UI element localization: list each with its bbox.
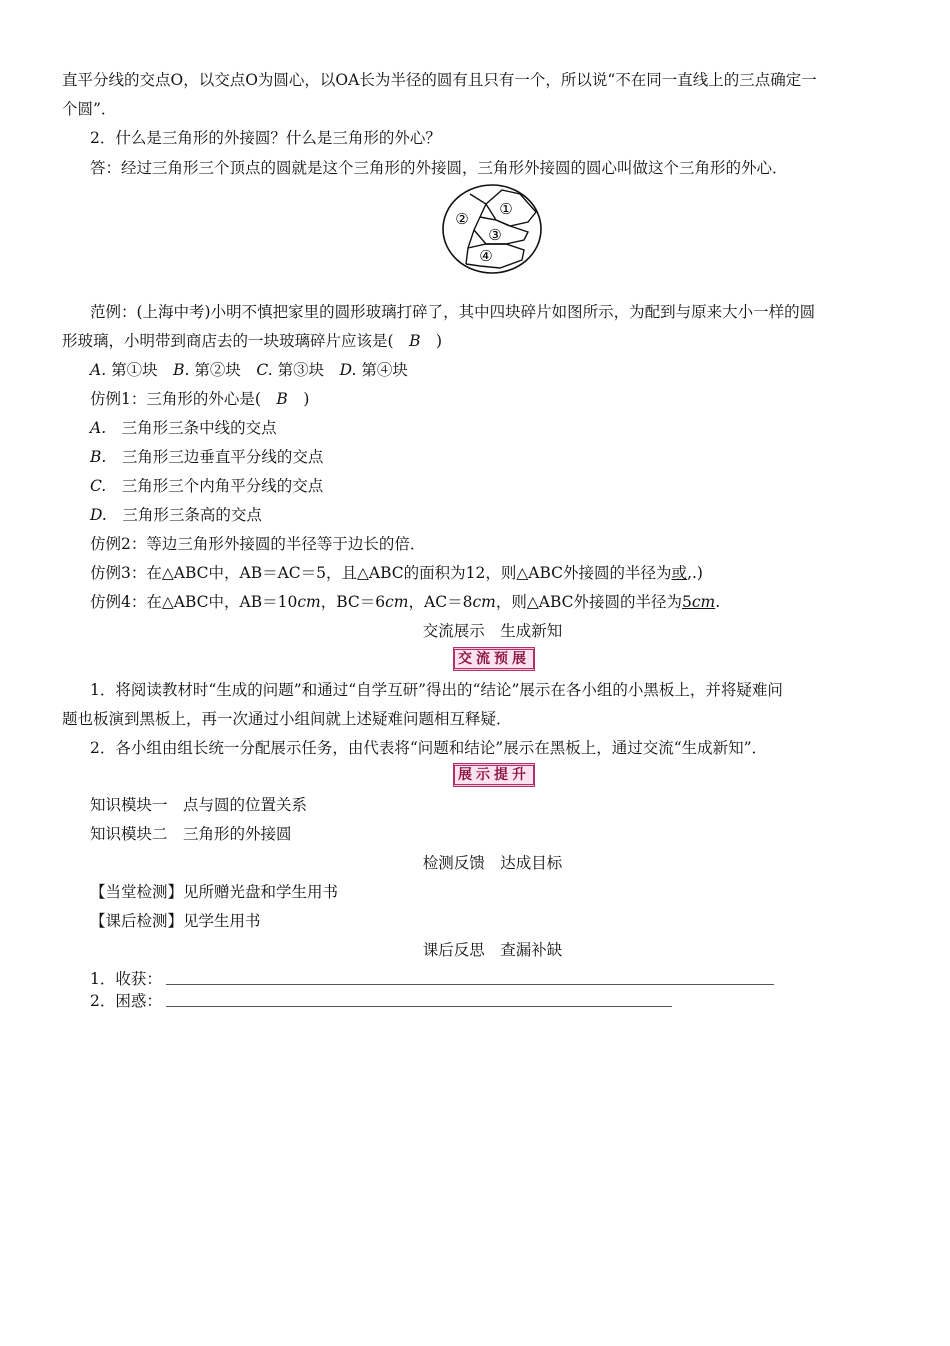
- label-piece-4: ④: [479, 247, 493, 265]
- gain-label: 1．收获：: [90, 970, 162, 988]
- intro-line-1: 直平分线的交点O，以交点O为圆心，以OA长为半径的圆有且只有一个，所以说“不在同一直线上的三点确定一: [62, 71, 817, 89]
- example-answer: B: [409, 332, 421, 350]
- section-1-para-2: 2．各小组由组长统一分配展示任务，由代表将“问题和结论”展示在黑板上，通过交流“生成新知”．: [90, 739, 768, 757]
- mimic-1-option-b: B. 三角形三边垂直平分线的交点: [90, 448, 324, 466]
- label-piece-3: ③: [488, 226, 502, 244]
- label-piece-2: ②: [455, 210, 469, 228]
- broken-glass-figure: [440, 182, 544, 276]
- answer-2: 答：经过三角形三个顶点的圆就是这个三角形的外接圆，三角形外接圆的圆心叫做这个三角形的外心．: [90, 159, 788, 177]
- fragment-4-outline: [466, 244, 524, 268]
- knowledge-module-2: 知识模块二 三角形的外接圆: [90, 825, 292, 843]
- confusion-label: 2．困惑：: [90, 992, 162, 1010]
- example-line-1: 范例：(上海中考)小明不慎把家里的圆形玻璃打碎了，其中四块碎片如图所示，为配到与原来大小一样的圆: [90, 303, 816, 321]
- example-line-2: 形玻璃，小明带到商店去的一块玻璃碎片应该是( B ): [62, 332, 443, 350]
- mimic-3: 仿例3：在△ABC中，AB＝AC＝5，且△ABC的面积为12，则△ABC外接圆的半径为或,.): [90, 564, 703, 582]
- mimic-2: 仿例2：等边三角形外接圆的半径等于边长的倍．: [90, 535, 426, 553]
- confusion-answer-line: [166, 1006, 672, 1007]
- mimic-4-answer: 5cm: [681, 593, 716, 611]
- example-options: A. 第①块 B. 第②块 C. 第③块 D. 第④块: [90, 361, 408, 379]
- section-heading-reflection: 课后反思 查漏补缺: [422, 941, 563, 959]
- knowledge-module-1: 知识模块一 点与圆的位置关系: [90, 796, 308, 814]
- after-class-check: 【课后检测】见学生用书: [90, 912, 261, 930]
- intro-line-2: 个圆”．: [62, 100, 117, 118]
- section-heading-exchange: 交流展示 生成新知: [422, 622, 563, 640]
- question-2: 2．什么是三角形的外接圆？什么是三角形的外心？: [90, 129, 441, 147]
- class-check: 【当堂检测】见所赠光盘和学生用书: [90, 883, 339, 901]
- mimic-1-answer: B: [276, 390, 288, 408]
- label-piece-1: ①: [499, 200, 513, 218]
- mimic-3-answer: 或: [671, 564, 688, 582]
- mimic-4: 仿例4：在△ABC中，AB＝10cm，BC＝6cm，AC＝8cm，则△ABC外接圆的半径为5cm.: [90, 593, 721, 611]
- banner-exchange-preview: 交流预展: [453, 647, 535, 671]
- mimic-1-option-c: C. 三角形三个内角平分线的交点: [90, 477, 324, 495]
- gain-answer-line: [166, 984, 774, 985]
- mimic-1-option-d: D. 三角形三条高的交点: [90, 506, 262, 524]
- banner-display-improve: 展示提升: [453, 763, 535, 787]
- section-heading-feedback: 检测反馈 达成目标: [422, 854, 563, 872]
- section-1-para-1-line-1: 1．将阅读教材时“生成的问题”和通过“自学互研”得出的“结论”展示在各小组的小黑板上，并将疑难问: [90, 681, 783, 699]
- mimic-1-option-a: A. 三角形三条中线的交点: [90, 419, 277, 437]
- section-1-para-1-line-2: 题也板演到黑板上，再一次通过小组间就上述疑难问题相互释疑．: [62, 710, 512, 728]
- mimic-1-stem: 仿例1：三角形的外心是( B ): [90, 390, 310, 408]
